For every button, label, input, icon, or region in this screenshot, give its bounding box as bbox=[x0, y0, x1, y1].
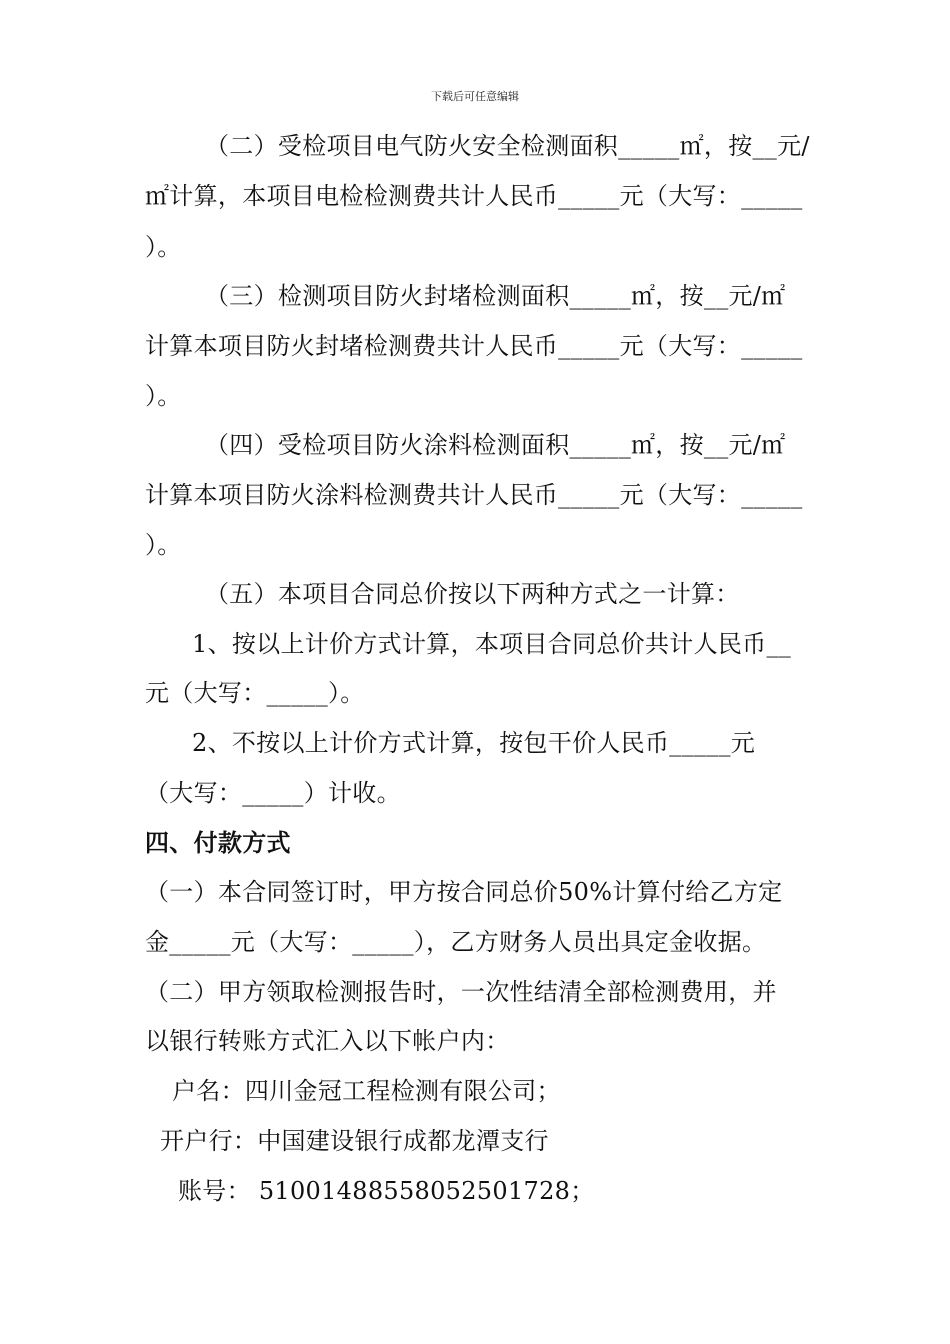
paragraph-line: ）。 bbox=[145, 233, 182, 261]
paragraph-line: （五）本项目合同总价按以下两种方式之一计算： bbox=[205, 580, 740, 608]
bank-name-line: 开户行：中国建设银行成都龙潭支行 bbox=[160, 1127, 549, 1155]
account-number-line: 账号： 5100148855805250172​8； bbox=[178, 1177, 595, 1205]
page-header-note: 下载后可任意编辑 bbox=[431, 90, 519, 103]
paragraph-line: 1、按以上计价方式计算，本项目合同总价共计人民币__ bbox=[192, 630, 792, 658]
paragraph-line: 计算本项目防火封堵检测费共计人民币_____元（大写：_____ bbox=[145, 332, 803, 360]
account-name-line: 户名：四川金冠工程检测有限公司； bbox=[172, 1077, 561, 1105]
paragraph-line: （大写：_____）计收。 bbox=[145, 779, 401, 807]
paragraph-line: 计算本项目防火涂料检测费共计人民币_____元（大写：_____ bbox=[145, 481, 803, 509]
paragraph-line: （四）受检项目防火涂料检测面积_____㎡，按__元/㎡ bbox=[205, 431, 786, 459]
paragraph-line: ㎡计算，本项目电检检测费共计人民币_____元（大写：_____ bbox=[145, 182, 803, 210]
paragraph-line: 金_____元（大写：_____），乙方财务人员出具定金收据。 bbox=[145, 928, 767, 956]
paragraph-line: ）。 bbox=[145, 531, 182, 559]
paragraph-line: （三）检测项目防火封堵检测面积_____㎡，按__元/㎡ bbox=[205, 282, 786, 310]
paragraph-line: 2、不按以上计价方式计算，按包干价人民币_____元 bbox=[192, 729, 756, 757]
section-heading: 四、付款方式 bbox=[145, 828, 291, 857]
paragraph-line: ）。 bbox=[145, 382, 182, 410]
paragraph-line: 元（大写：_____）。 bbox=[145, 679, 365, 707]
paragraph-line: 以银行转账方式汇入以下帐户内： bbox=[145, 1027, 510, 1055]
paragraph-line: （一）本合同签订时，甲方按合同总价50%计算付给乙方定 bbox=[145, 878, 783, 906]
paragraph-line: （二）受检项目电气防火安全检测面积_____㎡，按__元/ bbox=[205, 132, 810, 160]
paragraph-line: （二）甲方领取检测报告时，一次性结清全部检测费用，并 bbox=[145, 978, 777, 1006]
